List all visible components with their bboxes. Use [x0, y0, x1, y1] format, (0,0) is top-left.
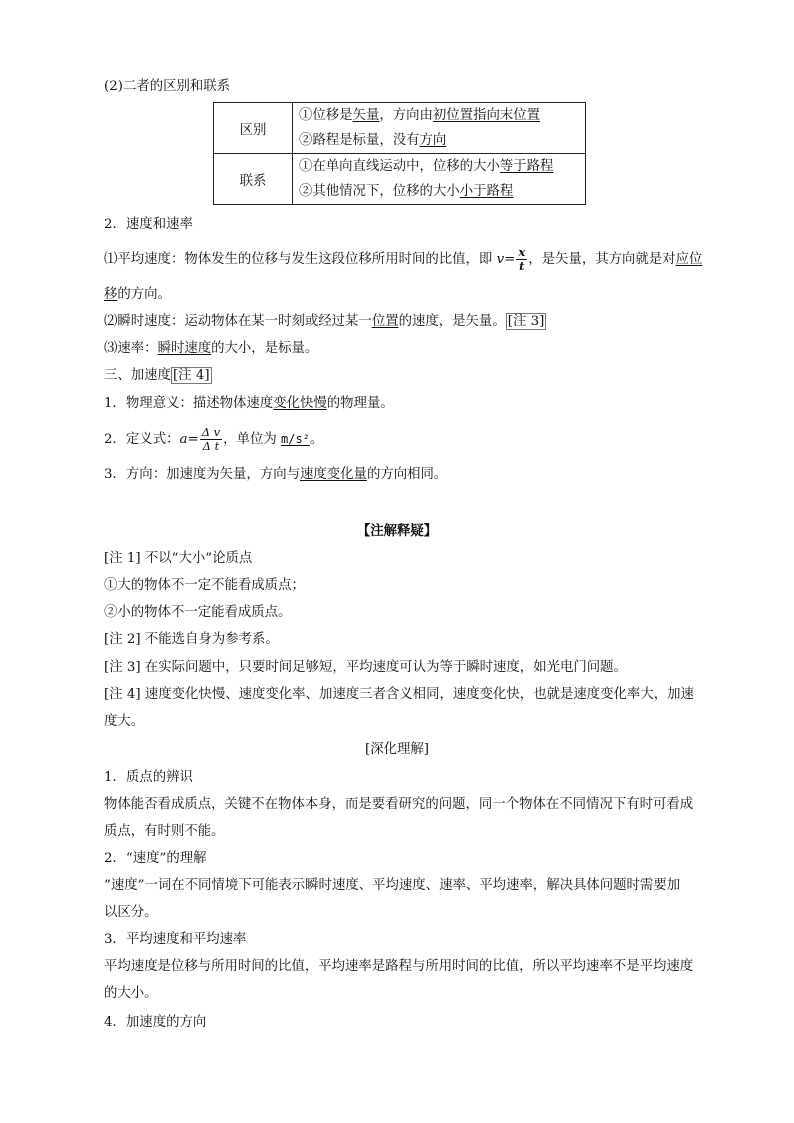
section-title-acceleration: [104, 367, 212, 385]
a2-var: a: [179, 432, 188, 447]
p2-position: 位置: [371, 314, 399, 329]
difference-row-1: [299, 103, 579, 128]
a1-text-a: 1．物理意义：描述物体速度: [104, 396, 274, 411]
s3-text: 三、加速度: [104, 368, 171, 383]
note-ref-4: [注 4]: [172, 368, 210, 383]
p3-text-a: ⑶速率：: [104, 341, 158, 356]
diff-r1-c: ，方向由: [379, 108, 433, 123]
a2-unit: m/s²: [281, 432, 310, 446]
a2-text-a: 2．定义式：: [104, 432, 180, 447]
section-title-speed: 2．速度和速率: [104, 217, 193, 232]
diff-r1-a: ①位移是: [299, 108, 353, 123]
a3-text-c: 的方向相同。: [366, 467, 448, 482]
a2-denominator: Δ t: [202, 439, 220, 453]
table-cell-difference: [293, 103, 586, 154]
a2-fraction: [200, 426, 222, 453]
link-r1-a: ①在单向直线运动中，位移的大小: [299, 159, 500, 174]
relation-row-2: [299, 179, 579, 204]
p1-text-e: 的方向。: [117, 287, 171, 302]
diff-r2-a: ②路程是标量，没有: [299, 133, 420, 148]
note-1: [注 1] 不以“大小”论质点: [104, 551, 253, 566]
deep-3-title: 3．平均速度和平均速率: [104, 932, 247, 947]
a1-change-rate: 变化快慢: [273, 396, 327, 411]
difference-row-2: [299, 128, 579, 153]
notes-title: 【注解释疑】: [356, 523, 438, 539]
link-r2-a: ②其他情况下，位移的大小: [299, 184, 460, 199]
deep-1-line-a: 物体能否看成质点，关键不在物体本身，而是要看研究的问题，同一个物体在不同情况下有时可看成: [104, 797, 694, 812]
paragraph-direction: [104, 466, 447, 484]
paragraph-speed-rate: [104, 340, 318, 358]
deep-1-title: 1．质点的辨识: [104, 770, 193, 785]
p1-numerator: x: [518, 245, 526, 259]
a1-text-c: 的物理量。: [326, 396, 394, 411]
relation-row-1: [299, 154, 579, 179]
comparison-table: [213, 102, 586, 205]
paragraph-physical-meaning: [104, 395, 394, 413]
p2-text-a: ⑵瞬时速度：运动物体在某一时刻或经过某一: [104, 314, 372, 329]
diff-r1-direction: 初位置指向末位置: [432, 108, 541, 123]
deep-3-line-a: 平均速度是位移与所用时间的比值，平均速率是路程与所用时间的比值，所以平均速率不是平均速度: [104, 959, 694, 974]
paragraph-average-velocity: [104, 246, 702, 273]
diff-r2-direction: 方向: [419, 133, 447, 148]
p1-text-a: ⑴平均速度：物体发生的位移与发生这段位移所用时间的比值，即: [104, 252, 497, 267]
a3-text-a: 3．方向：加速度为矢量，方向与: [104, 467, 300, 482]
link-r2-less: 小于路程: [459, 184, 514, 199]
p1-text-b: ，是矢量，其方向就是对: [528, 252, 676, 267]
a3-velocity-change: 速度变化量: [300, 467, 367, 482]
deep-3-line-b: 的大小。: [104, 986, 158, 1001]
p2-text-c: 的速度，是矢量。: [398, 314, 506, 329]
diff-r1-vector: 矢量: [352, 108, 380, 123]
deep-2-line-b: 以区分。: [104, 905, 158, 920]
note-2: [注 2] 不能选自身为参考系。: [104, 632, 279, 647]
note-3: [注 3] 在实际问题中，只要时间足够短，平均速度可认为等于瞬时速度，如光电门问题。: [104, 660, 627, 675]
deep-2-title: 2．“速度”的理解: [104, 851, 207, 866]
deep-understanding-title: [深化理解]: [364, 742, 429, 757]
paragraph-average-velocity-cont: [104, 286, 171, 304]
p1-underline-c: 应位: [675, 252, 703, 267]
deep-2-line-a: “速度”一词在不同情境下可能表示瞬时速度、平均速度、速率、平均速率，解决具体问题时需要加: [104, 878, 681, 893]
paragraph-instant-velocity: [104, 313, 546, 331]
table-head-relation: 联系: [214, 154, 293, 205]
p1-eq: =: [504, 252, 516, 267]
deep-1-line-b: 质点，有时则不能。: [104, 824, 225, 839]
a2-text-c: 。: [309, 432, 324, 447]
section-title-difference-relation: (2)二者的区别和联系: [104, 79, 231, 94]
p1-fraction: [516, 246, 527, 273]
a2-text-b: ，单位为: [223, 432, 281, 447]
note-4b: 度大。: [104, 714, 145, 729]
p1-underline-d: 移: [104, 287, 118, 302]
link-r1-equal: 等于路程: [499, 159, 554, 174]
note-1b: ②小的物体不一定能看成质点。: [104, 605, 292, 620]
deep-4-title: 4．加速度的方向: [104, 1015, 207, 1030]
p3-instant-speed: 瞬时速度: [157, 341, 212, 356]
paragraph-definition: [104, 422, 323, 457]
note-ref-3: [注 3]: [507, 314, 545, 329]
note-1a: ①大的物体不一定不能看成质点；: [104, 578, 305, 593]
a2-eq: =: [187, 432, 199, 447]
table-head-difference: 区别: [214, 103, 293, 154]
p3-text-c: 的大小，是标量。: [211, 341, 319, 356]
a2-numerator: Δ v: [201, 425, 221, 439]
note-4a: [注 4] 速度变化快慢、速度变化率、加速度三者含义相同，速度变化快，也就是速度变化率大，加速: [104, 687, 694, 702]
p1-v: v: [496, 252, 505, 267]
p1-denominator: t: [519, 259, 525, 273]
table-cell-relation: [293, 154, 586, 205]
